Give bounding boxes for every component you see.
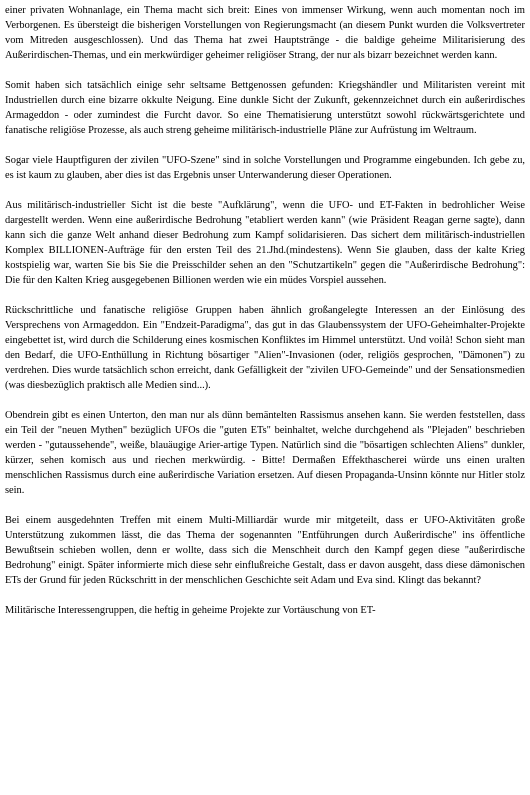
paragraph: Militärische Interessengruppen, die heftig in geheime Projekte zur Vortäuschung von ET- — [5, 605, 376, 616]
paragraph: Rückschrittliche und fanatische religiöse Gruppen haben ähnlich großangelegte Interessen an der Einlösung des Versprechens von Armageddon. Ein "Endzeit-Paradigma", das gut in das Glaubenssystem der UFO-Geheimhalter-Projekte eingebettet ist, wird durch die Schilderung eines kosmischen Konfliktes im Himmel unterstützt. Und voilà! Schon sieht man den Bedarf, die UFO-Enthüllung in Richtung bösartiger "Alien"-Invasionen (oder, religiös gesprochen, "Dämonen") zu verdrehen. Dies wurde tatsächlich schon erreicht, dank Gefälligkeit der "zivilen UFO-Gemeinde" und der Sensationsmedien (was diesbezüglich praktisch alle Medien sind...). — [5, 305, 525, 391]
document-page — [5, 3, 525, 633]
paragraph: Aus militärisch-industrieller Sicht ist die beste "Aufklärung", wenn die UFO- und ET-Fakten in bedrohlicher Weise dargestellt werden. Wenn eine außerirdische Bedrohung "etabliert werden kann" (wie Präsident Reagan gerne sagte), dann kann sich die ganze Welt anhand dieser Bedrohung zum Kampf solidarisieren. Das sichert dem militärisch-industriellen Komplex BILLIONEN-Aufträge für den ersten Teil des 21.Jhd.(mindestens). Wenn Sie glauben, dass der kalte Krieg kostspielig war, warten Sie bis Sie die Preisschilder sehen an den "Schutzartikeln" gegen die "Außerirdische Bedrohung": Die für den Kalten Krieg ausgegebenen Billionen werden wie ein müdes Vorspiel aussehen. — [5, 200, 525, 286]
paragraph: Obendrein gibt es einen Unterton, den man nur als dünn bemäntelten Rassismus ansehen kann. Sie werden feststellen, dass ein Teil der "neuen Mythen" bezüglich UFOs die "guten ETs" beinhaltet, welche durchgehend als "Plejaden" beschrieben werden - "gutaussehende", weiße, blauäugige Arier-artige Typen. Natürlich sind die "bösartigen schlechten Aliens" dunkler, kürzer, sehen komisch aus und riechen merkwürdig. - Bitte! Dermaßen Effekthascherei würde uns einen uralten menschlichen Rassismus durch eine außerirdische Variation ersetzen. Auf diesen Propaganda-Unsinn könnte nur Hitler stolz sein. — [5, 410, 525, 496]
paragraph: Bei einem ausgedehnten Treffen mit einem Multi-Milliardär wurde mir mitgeteilt, dass er UFO-Aktivitäten große Unterstützung zukommen lässt, die das Thema der sogenannten "Entführungen durch Außerirdische" ins öffentliche Bewußtsein schieben wollen, denn er wollte, dass sich die Menschheit durch den Kampf gegen diese "außerirdische Bedrohung" einigt. Später informierte mich diese sehr einflußreiche Gestalt, dass er davon ausgeht, dass diese dämonischen ETs der Grund für jeden Rückschritt in der menschlichen Geschichte seit Adam und Eva sind. Klingt das bekannt? — [5, 515, 525, 586]
paragraph: Sogar viele Hauptfiguren der zivilen "UFO-Szene" sind in solche Vorstellungen und Programme eingebunden. Ich gebe zu, es ist kaum zu glauben, aber dies ist das Ergebnis unser Unterwanderung dieser Operationen. — [5, 155, 525, 181]
paragraph: einer privaten Wohnanlage, ein Thema macht sich breit: Eines von immenser Wirkung, wenn auch momentan noch im Verborgenen. Es übersteigt die bisherigen Vorstellungen von Regierungsmacht (an diesem Punkt wurden die Volksvertreter vom Mitreden ausgeschlossen). Und das Thema hat zwei Hauptstränge - die baldige geheime Militarisierung des Außerirdischen-Themas, und ein merkwürdiger geheimer religiöser Strang, der nur als bizarr bezeichnet werden kann. — [5, 5, 525, 61]
paragraph: Somit haben sich tatsächlich einige sehr seltsame Bettgenossen gefunden: Kriegshändler und Militaristen vereint mit Industriellen durch eine bizarre okkulte Neigung. Eine dunkle Sicht der Zukunft, gekennzeichnet durch ein außerirdisches Armageddon - oder zumindest die Furcht davor. So eine Thematisierung unterstützt sowohl rückwärtsgerichtete und fanatische religiöse Prozesse, als auch streng geheime militärisch-industrielle Pläne zur Aufrüstung im Weltraum. — [5, 80, 525, 136]
